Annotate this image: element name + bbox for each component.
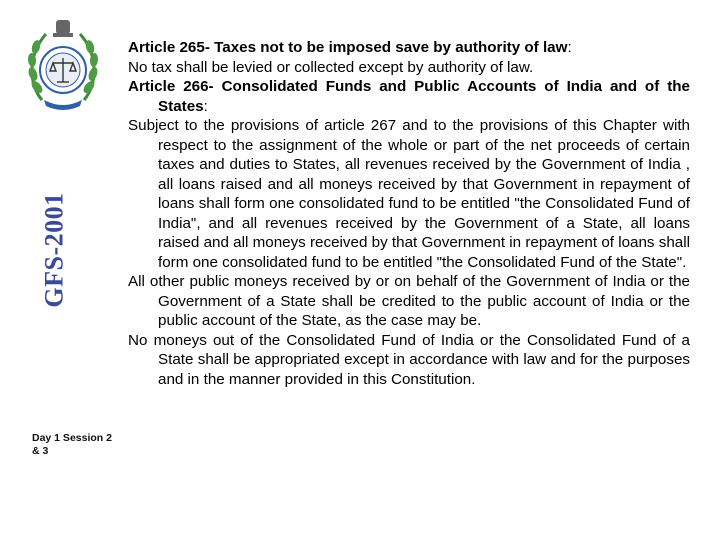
session-note: Day 1 Session 2 & 3 xyxy=(32,432,112,457)
article-265-heading xyxy=(128,38,690,58)
article-266-paragraph-2: All other public moneys received by or on behalf of the Government of India or the Government of a State shall be credited to the public account of India or the public account of the State, as the case may be. xyxy=(128,273,690,329)
left-sidebar xyxy=(0,0,122,540)
national-emblem-seal-icon xyxy=(24,14,102,114)
article-265-title: Article 265- Taxes not to be imposed save by authority of law xyxy=(128,39,568,56)
article-266-paragraph-1: Subject to the provisions of article 267 and to the provisions of this Chapter with respect to the assignment of the whole or part of the net proceeds of certain taxes and duties to States, all revenues received by the Government of India , all loans raised and all moneys received by that Government in repayment of loans shall form one consolidated fund to be entitled "the Consolidated Fund of India", and all revenues received by the Government of a State, all loans raised and all moneys received by that Government in repayment of loans shall form one consolidated fund to be entitled "the Consolidated Fund of the State". xyxy=(128,117,690,271)
vertical-title: GFS-2001 xyxy=(40,192,70,308)
article-266-paragraph-3: No moneys out of the Consolidated Fund of India or the Consolidated Fund of a State shall be appropriated except in accordance with law and for the purposes and in the manner provided in this Constitution. xyxy=(128,331,690,388)
article-text xyxy=(128,38,690,389)
article-266-heading xyxy=(128,77,690,116)
article-266-title: Article 266- Consolidated Funds and Public Accounts of India and of the States xyxy=(128,78,690,115)
article-265-colon: : xyxy=(567,39,572,56)
article-265-body: No tax shall be levied or collected except by authority of law. xyxy=(128,58,534,76)
article-266-colon: : xyxy=(203,97,208,115)
vertical-title-area xyxy=(30,150,80,350)
